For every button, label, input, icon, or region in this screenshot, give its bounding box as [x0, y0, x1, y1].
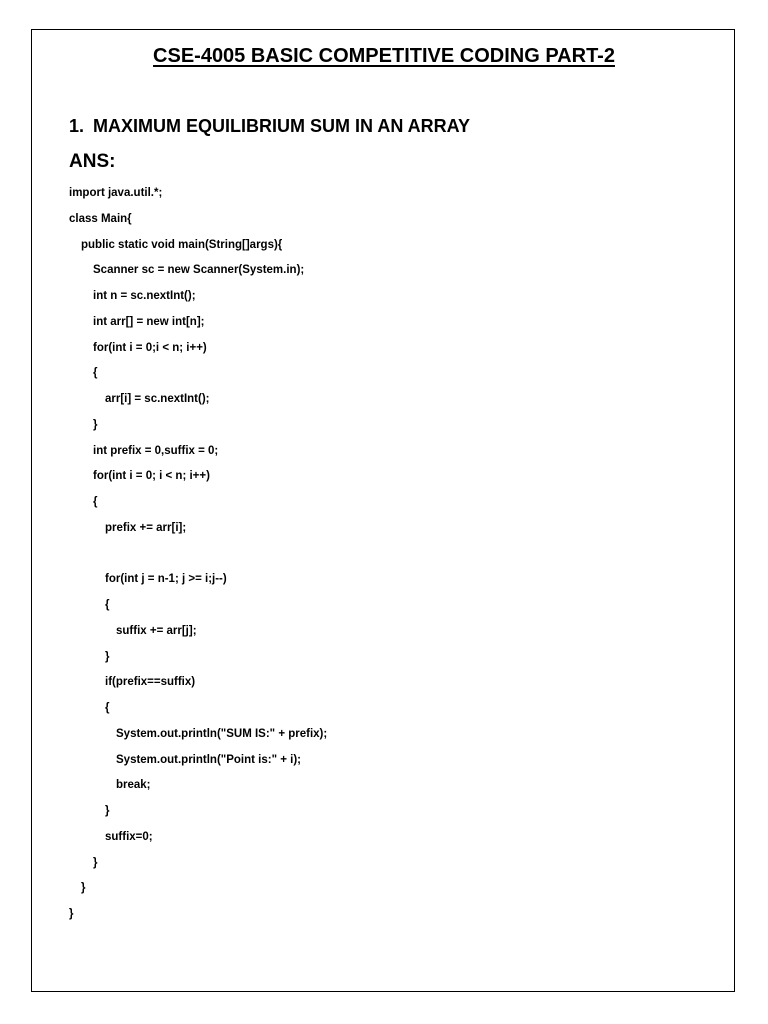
answer-label: ANS:	[69, 151, 116, 172]
code-line: int arr[] = new int[n];	[93, 315, 205, 328]
code-line: }	[105, 650, 110, 663]
code-line: System.out.println("Point is:" + i);	[116, 753, 302, 766]
code-line: }	[93, 856, 98, 869]
code-line: }	[81, 882, 86, 895]
code-line: }	[93, 418, 98, 431]
code-line: if(prefix==suffix)	[105, 676, 196, 689]
code-line: public static void main(String[]args){	[81, 238, 283, 251]
question-number: 1.	[69, 116, 85, 136]
code-line	[69, 544, 327, 570]
code-line: arr[i] = sc.nextInt();	[105, 393, 210, 405]
code-line: {	[105, 599, 110, 611]
code-line: System.out.println("SUM IS:" + prefix);	[116, 727, 328, 740]
code-line: for(int i = 0; i < n; i++)	[93, 470, 210, 483]
code-line: suffix=0;	[105, 830, 153, 843]
code-line: }	[69, 908, 74, 920]
code-block	[69, 183, 327, 930]
code-line: {	[93, 367, 98, 380]
code-line: break;	[116, 779, 151, 792]
code-line: Scanner sc = new Scanner(System.in);	[93, 264, 305, 277]
question-title: MAXIMUM EQUILIBRIUM SUM IN AN ARRAY	[93, 116, 470, 136]
code-line: suffix += arr[j];	[116, 624, 197, 637]
code-line: int n = sc.nextInt();	[93, 290, 196, 302]
code-line: {	[93, 496, 98, 508]
code-line: import java.util.*;	[69, 187, 163, 199]
code-line: for(int i = 0;i < n; i++)	[93, 341, 207, 354]
code-line: }	[105, 805, 110, 817]
code-line: {	[105, 702, 110, 714]
question-heading	[69, 116, 470, 137]
code-line: class Main{	[69, 212, 132, 225]
document-title: CSE-4005 BASIC COMPETITIVE CODING PART-2	[153, 45, 615, 67]
code-line: prefix += arr[i];	[105, 521, 187, 534]
code-line: for(int j = n-1; j >= i;j--)	[105, 573, 227, 586]
code-line: int prefix = 0,suffix = 0;	[93, 444, 219, 457]
